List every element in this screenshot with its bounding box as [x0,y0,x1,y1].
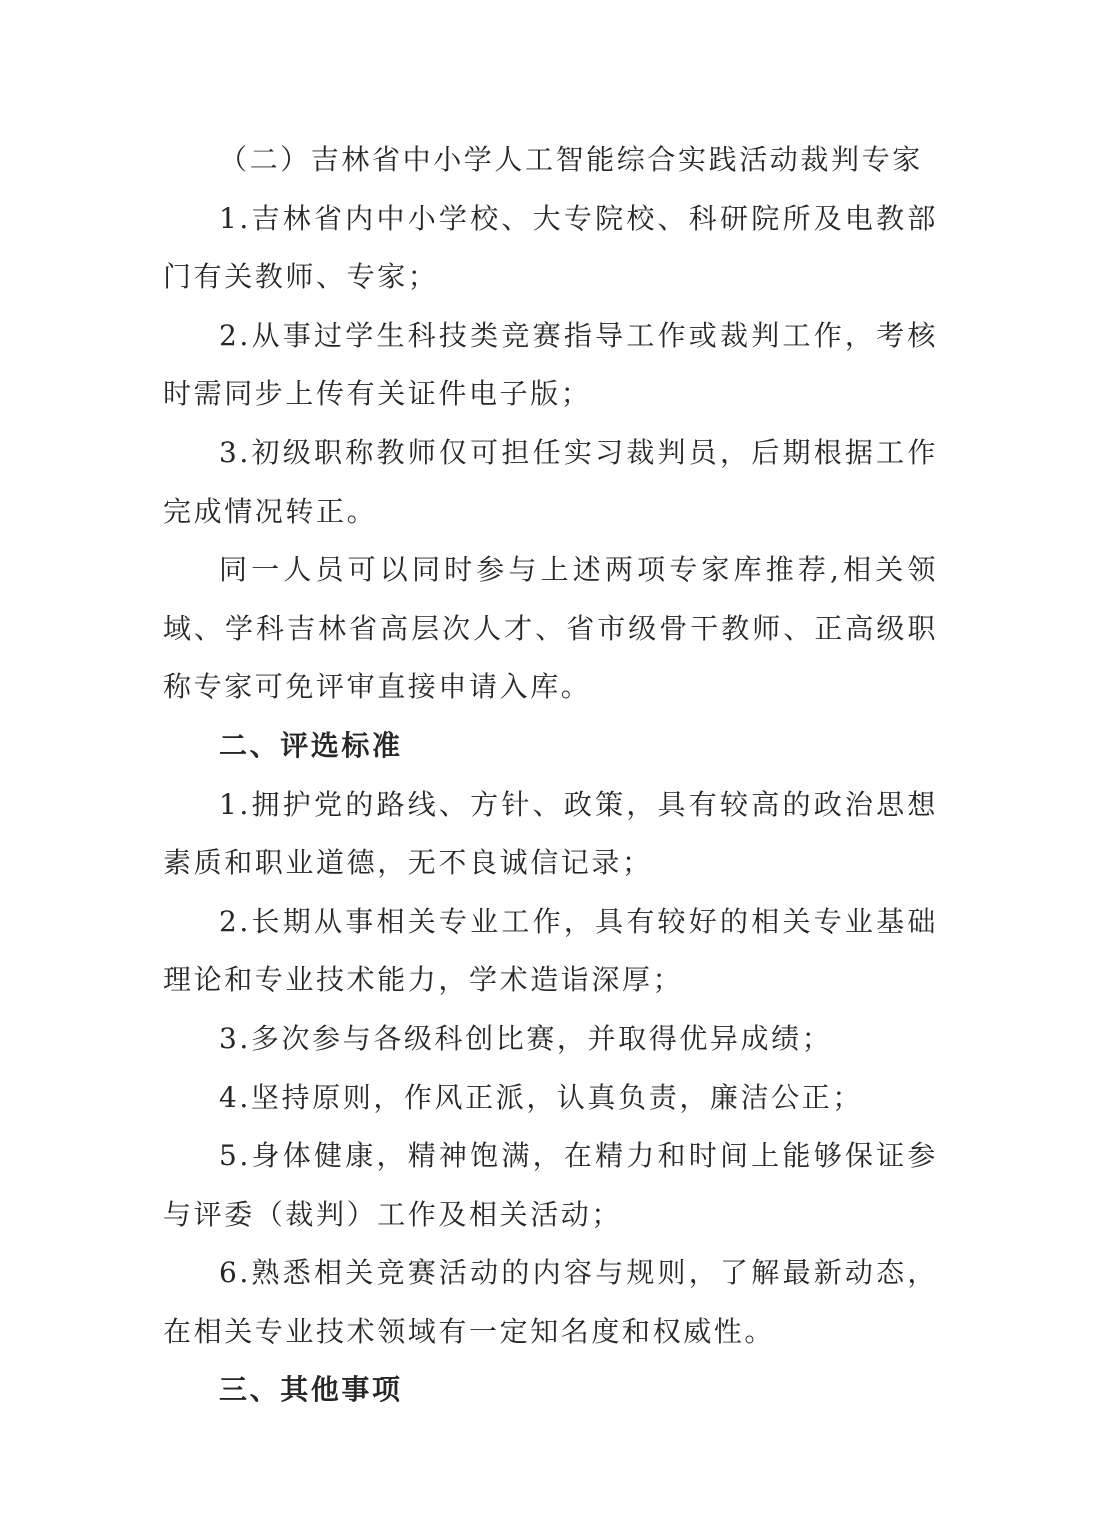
criteria-item-3: 3.多次参与各级科创比赛，并取得优异成绩； [219,1021,833,1055]
referee-item-1: 1.吉林省内中小学校、大专院校、科研院所及电教部门有关教师、专家； [163,201,938,294]
criteria-item-4: 4.坚持原则，作风正派，认真负责，廉洁公正； [219,1080,863,1114]
document-page [163,131,938,1420]
criteria-item-5: 5.身体健康，精神饱满，在精力和时间上能够保证参与评委（裁判）工作及相关活动； [163,1139,938,1231]
sub-heading-referee-experts: （二）吉林省中小学人工智能综合实践活动裁判专家 [219,143,923,176]
note-paragraph: 同一人员可以同时参与上述两项专家库推荐,相关领域、学科吉林省高层次人才、省市级骨干教师、正高级职称专家可免评审直接申请入库。 [163,553,938,704]
referee-item-2: 2.从事过学生科技类竞赛指导工作或裁判工作，考核时需同步上传有关证件电子版； [163,318,938,411]
section-heading-selection-criteria: 二、评选标准 [219,728,403,762]
criteria-item-1: 1.拥护党的路线、方针、政策，具有较高的政治思想素质和职业道德，无不良诚信记录； [163,787,938,880]
criteria-item-2: 2.长期从事相关专业工作，具有较好的相关专业基础理论和专业技术能力，学术造诣深厚； [163,904,938,997]
criteria-item-6: 6.熟悉相关竞赛活动的内容与规则，了解最新动态，在相关专业技术领域有一定知名度和权威性。 [163,1256,938,1348]
referee-item-3: 3.初级职称教师仅可担任实习裁判员，后期根据工作完成情况转正。 [163,435,938,528]
section-heading-other-matters: 三、其他事项 [219,1373,403,1407]
